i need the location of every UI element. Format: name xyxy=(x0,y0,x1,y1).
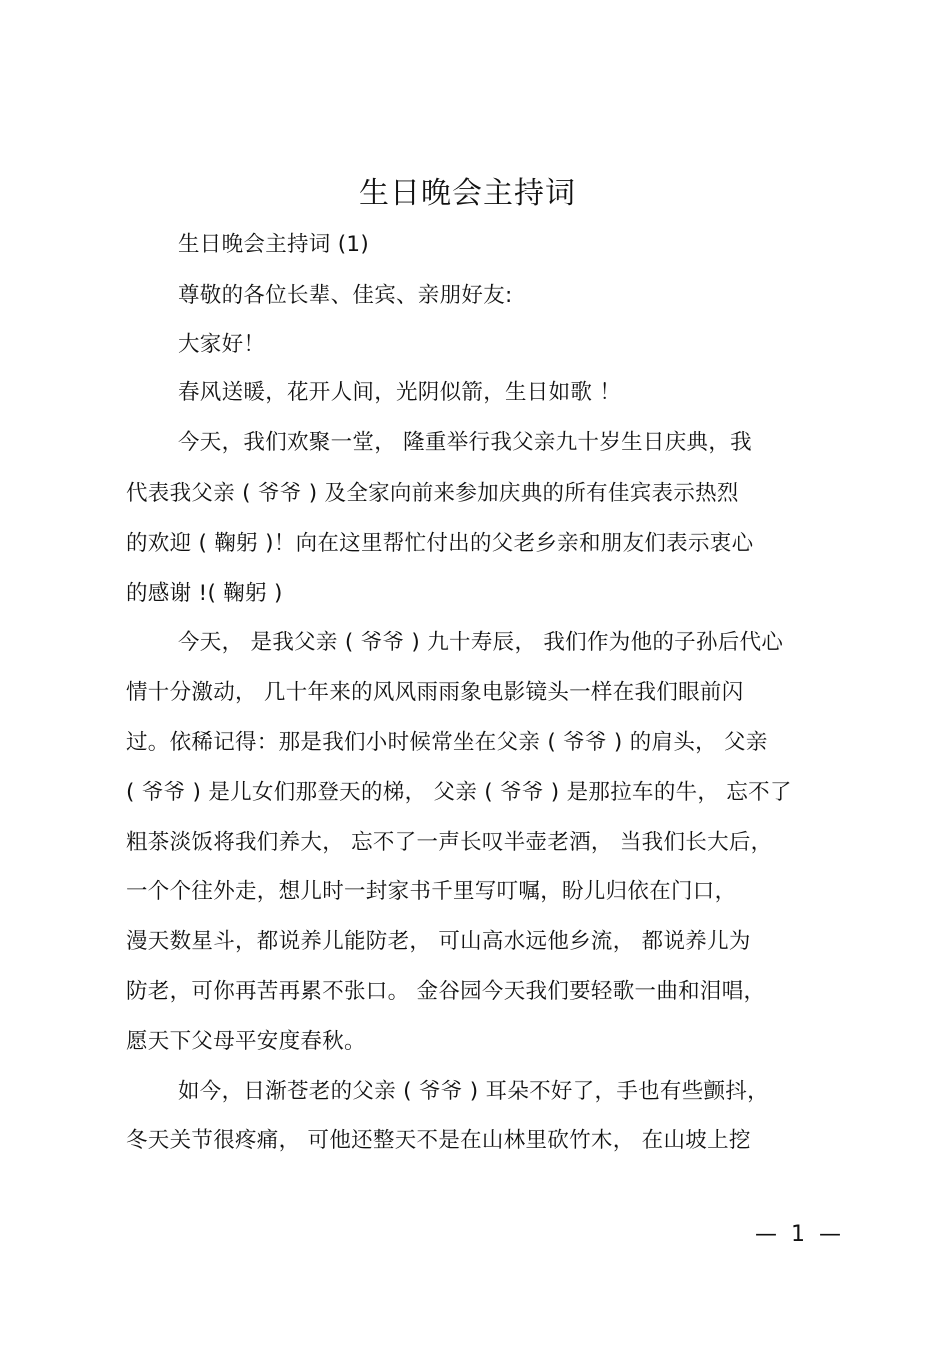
body-line: 代表我父亲 ( 爷爷 ) 及全家向前来参加庆典的所有佳宾表示热烈 xyxy=(126,481,739,506)
body-line: 尊敬的各位长辈、佳宾、亲朋好友: xyxy=(178,283,513,308)
page-title: 生日晚会主持词 xyxy=(359,176,576,211)
body-line: ( 爷爷 ) 是儿女们那登天的梯， 父亲 ( 爷爷 ) 是那拉车的牛， 忘不了 xyxy=(126,780,792,805)
body-line: 大家好！ xyxy=(178,332,266,357)
body-line: 今天， 是我父亲 ( 爷爷 ) 九十寿辰， 我们作为他的子孙后代心 xyxy=(178,630,784,655)
page-number: — 1 — xyxy=(755,1222,841,1247)
body-line: 过。依稀记得：那是我们小时候常坐在父亲 ( 爷爷 ) 的肩头， 父亲 xyxy=(126,730,768,755)
body-line: 的欢迎 ( 鞠躬 )！向在这里帮忙付出的父老乡亲和朋友们表示衷心 xyxy=(126,531,754,556)
body-line: 一个个往外走，想儿时一封家书千里写叮嘱，盼儿归依在门口， xyxy=(126,879,737,904)
body-line: 今天，我们欢聚一堂， 隆重举行我父亲九十岁生日庆典，我 xyxy=(178,430,752,455)
body-line: 的感谢 !( 鞠躬 ) xyxy=(126,581,283,606)
body-line: 粗茶淡饭将我们养大， 忘不了一声长叹半壶老酒， 当我们长大后， xyxy=(126,830,773,855)
body-line: 生日晚会主持词 (1) xyxy=(178,232,370,257)
body-line: 情十分激动， 几十年来的风风雨雨象电影镜头一样在我们眼前闪 xyxy=(126,680,744,705)
body-line: 愿天下父母平安度春秋。 xyxy=(126,1029,366,1054)
body-line: 漫天数星斗，都说养儿能防老， 可山高水远他乡流， 都说养儿为 xyxy=(126,929,751,954)
body-line: 冬天关节很疼痛， 可他还整天不是在山林里砍竹木， 在山坡上挖 xyxy=(126,1128,751,1153)
body-line: 如今，日渐苍老的父亲 ( 爷爷 ) 耳朵不好了，手也有些颤抖， xyxy=(178,1079,769,1104)
body-line: 防老，可你再苦再累不张口。 金谷园今天我们要轻歌一曲和泪唱， xyxy=(126,979,766,1004)
body-line: 春风送暖，花开人间，光阴似箭，生日如歌 ！ xyxy=(178,380,622,405)
